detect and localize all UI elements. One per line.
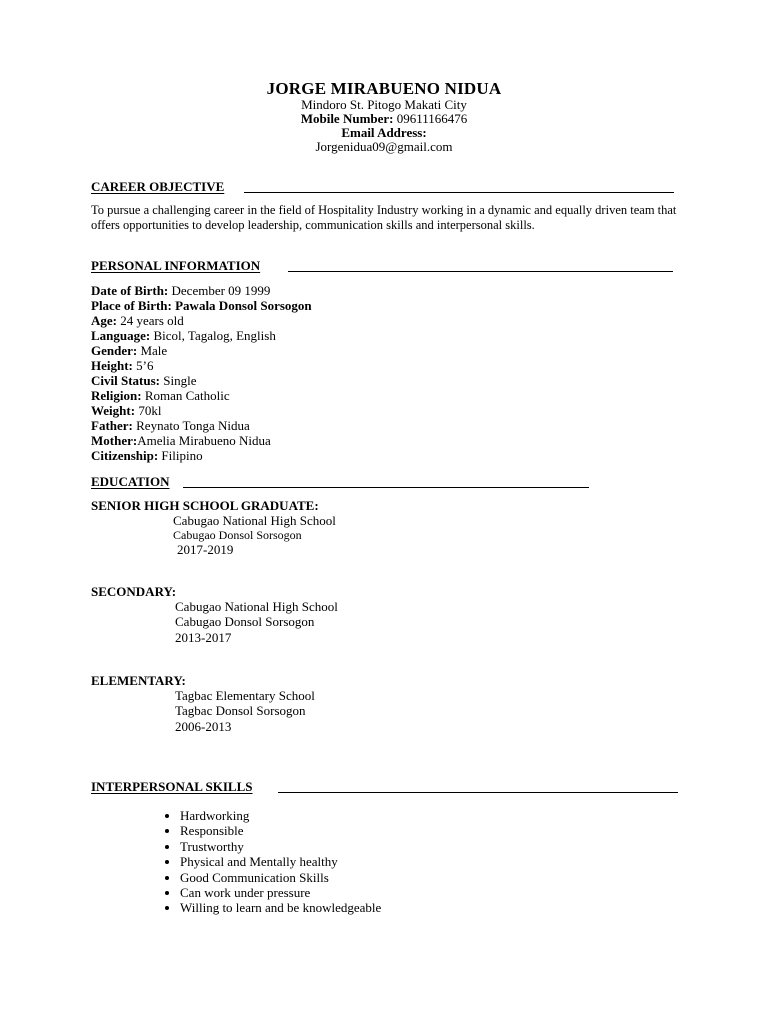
personal-info-label: Date of Birth:: [91, 283, 169, 298]
skills-list: [140, 808, 381, 916]
section-rule: [244, 192, 674, 193]
personal-info-row: [91, 298, 312, 313]
skill-item: • Trustworthy: [180, 839, 381, 854]
skill-item: • Can work under pressure: [180, 885, 381, 900]
personal-info-value: Reynato Tonga Nidua: [132, 418, 250, 433]
section-title-education: EDUCATION: [91, 474, 170, 489]
education-level: ELEMENTARY:: [91, 673, 186, 688]
personal-info-value: December 09 1999: [168, 283, 271, 298]
email-value: Jorgenidua09@gmail.com: [315, 139, 453, 154]
personal-info-list: [91, 283, 312, 463]
personal-info-value: Amelia Mirabueno Nidua: [137, 433, 271, 448]
personal-info-label: Religion:: [91, 388, 142, 403]
section-title-personal-information: PERSONAL INFORMATION: [91, 258, 261, 273]
personal-info-value: 70kl: [135, 403, 162, 418]
education-place: Cabugao Donsol Sorsogon: [175, 614, 315, 629]
personal-info-label: Age:: [91, 313, 117, 328]
personal-info-row: [91, 433, 312, 448]
skill-item: • Good Communication Skills: [180, 870, 381, 885]
personal-info-label: Height:: [91, 358, 133, 373]
section-title-interpersonal-skills: INTERPERSONAL SKILLS: [91, 779, 253, 794]
section-rule: [183, 487, 589, 488]
personal-info-label: Citizenship:: [91, 448, 159, 463]
personal-info-row: [91, 358, 312, 373]
resume-name: JORGE MIRABUENO NIDUA: [266, 79, 502, 98]
education-years: 2013-2017: [175, 630, 232, 645]
personal-info-row: [91, 343, 312, 358]
skill-item: • Physical and Mentally healthy: [180, 854, 381, 869]
personal-info-value: Filipino: [158, 448, 203, 463]
personal-info-value: 5’6: [132, 358, 154, 373]
education-school: Cabugao National High School: [173, 513, 336, 528]
personal-info-value: Roman Catholic: [141, 388, 230, 403]
skill-item: • Willing to learn and be knowledgeable: [180, 900, 381, 915]
personal-info-row: [91, 448, 312, 463]
career-objective-text: To pursue a challenging career in the field of Hospitality Industry working in a dynamic and equally driven team that offers opportunities to develop leadership, communication skills and interpersonal skills.: [91, 203, 677, 232]
mobile-value: 09611166476: [396, 111, 468, 126]
personal-info-value: Bicol, Tagalog, English: [150, 328, 276, 343]
education-school: Cabugao National High School: [175, 599, 338, 614]
address: Mindoro St. Pitogo Makati City: [301, 97, 467, 112]
skill-item: • Hardworking: [180, 808, 381, 823]
education-place: Tagbac Donsol Sorsogon: [175, 703, 306, 718]
personal-info-row: [91, 283, 312, 298]
section-title-career-objective: CAREER OBJECTIVE: [91, 179, 225, 194]
personal-info-row: [91, 328, 312, 343]
email-label: Email Address:: [341, 125, 427, 140]
personal-info-label: Mother:: [91, 433, 138, 448]
mobile-line: [0, 112, 768, 126]
personal-info-row: [91, 403, 312, 418]
personal-info-row: [91, 313, 312, 328]
section-rule: [288, 271, 673, 272]
education-level: SENIOR HIGH SCHOOL GRADUATE:: [91, 498, 319, 513]
education-school: Tagbac Elementary School: [175, 688, 315, 703]
personal-info-value: Male: [137, 343, 168, 358]
personal-info-row: [91, 418, 312, 433]
personal-info-label: Weight:: [91, 403, 136, 418]
education-years: 2017-2019: [177, 542, 234, 557]
personal-info-label: Father:: [91, 418, 133, 433]
personal-info-label: Gender:: [91, 343, 138, 358]
education-place: Cabugao Donsol Sorsogon: [173, 528, 302, 542]
personal-info-label: Place of Birth: Pawala Donsol Sorsogon: [91, 298, 312, 313]
personal-info-row: [91, 373, 312, 388]
personal-info-row: [91, 388, 312, 403]
personal-info-label: Language:: [91, 328, 151, 343]
personal-info-label: Civil Status:: [91, 373, 160, 388]
education-level: SECONDARY:: [91, 584, 177, 599]
personal-info-value: 24 years old: [117, 313, 184, 328]
personal-info-value: Single: [159, 373, 197, 388]
mobile-label: Mobile Number:: [300, 111, 394, 126]
section-rule: [278, 792, 678, 793]
education-years: 2006-2013: [175, 719, 232, 734]
skill-item: • Responsible: [180, 823, 381, 838]
